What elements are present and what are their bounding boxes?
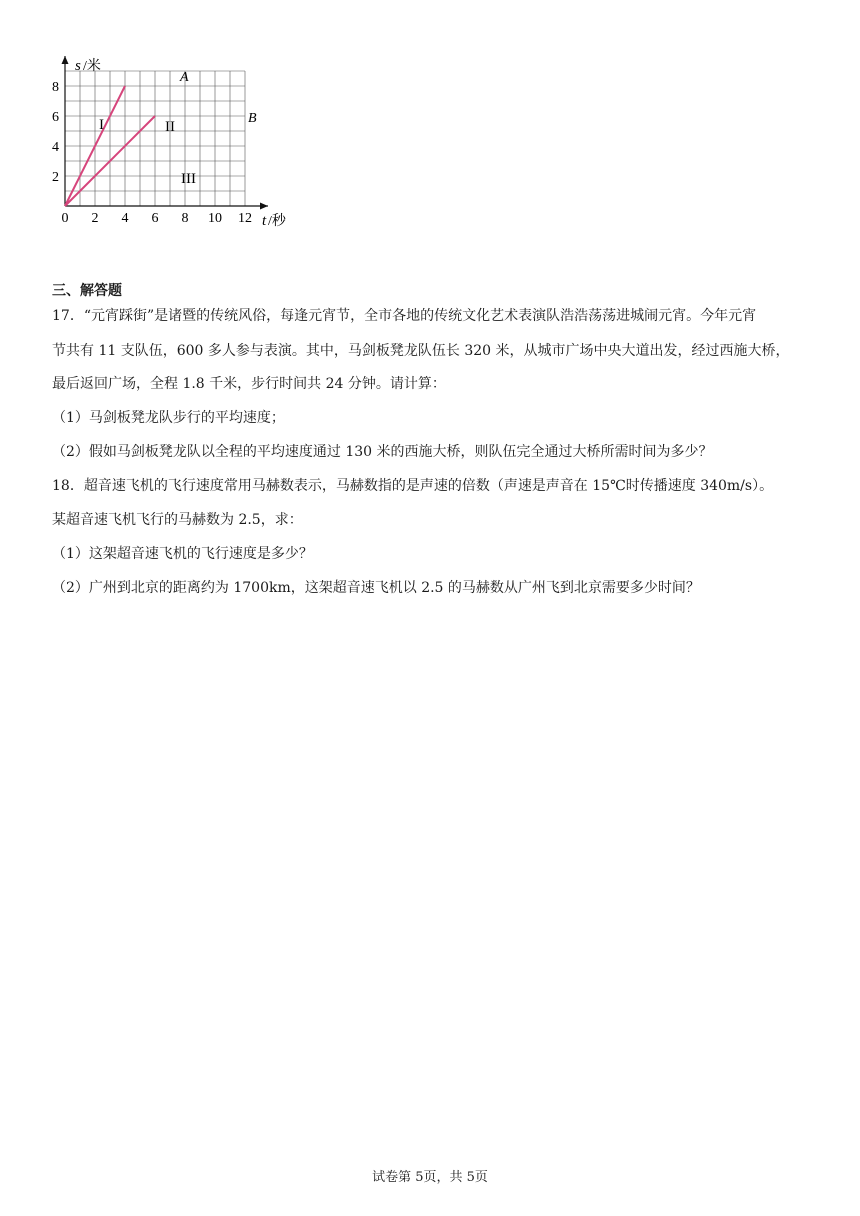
- q17-line-2: 节共有 11 支队伍，600 多人参与表演。其中，马剑板凳龙队伍长 320 米，从城市广场中央大道出发，经过西施大桥，: [52, 343, 790, 359]
- y-axis-label-unit: /米: [83, 59, 101, 74]
- x-tick-0: 0: [61, 211, 69, 226]
- x-tick-10: 10: [208, 211, 222, 226]
- line-a-label: A: [180, 70, 189, 85]
- y-axis-label-var: s: [75, 58, 81, 74]
- q17-line-1: 17．“元宵踩街”是诸暨的传统风俗，每逢元宵节，全市各地的传统文化艺术表演队浩浩荡荡进城闹元宵。今年元宵: [52, 308, 757, 324]
- page-footer: 试卷第 5页，共 5页: [372, 1170, 488, 1185]
- x-axis-arrow: [260, 203, 268, 210]
- q18-sub-2: （2）广州到北京的距离约为 1700km，这架超音速飞机以 2.5 的马赫数从广州飞到北京需要多少时间？: [52, 580, 700, 596]
- q17-line-3: 最后返回广场，全程 1.8 千米，步行时间共 24 分钟。请计算：: [52, 376, 446, 392]
- x-tick-8: 8: [181, 211, 189, 226]
- region-1-label: I: [99, 117, 104, 133]
- st-graph: [40, 48, 310, 238]
- x-axis-label-unit: /秒: [268, 214, 286, 229]
- x-tick-4: 4: [121, 211, 129, 226]
- line-b-label: B: [248, 111, 257, 126]
- y-tick-2: 2: [52, 170, 59, 185]
- q17-sub-1: （1）马剑板凳龙队步行的平均速度；: [52, 410, 285, 426]
- q17-sub-2: （2）假如马剑板凳龙队以全程的平均速度通过 130 米的西施大桥，则队伍完全通过大桥所需时间为多少？: [52, 444, 713, 460]
- x-axis-label-var: t: [262, 213, 267, 229]
- region-2-label: II: [165, 119, 175, 135]
- q18-line-2: 某超音速飞机飞行的马赫数为 2.5，求：: [52, 512, 303, 528]
- x-tick-2: 2: [91, 211, 99, 226]
- y-axis-arrow: [62, 56, 69, 64]
- q18-line-1: 18．超音速飞机的飞行速度常用马赫数表示，马赫数指的是声速的倍数（声速是声音在 15℃时传播速度 340m/s）。: [52, 478, 774, 494]
- x-tick-12: 12: [238, 211, 252, 226]
- section-title: 三、解答题: [52, 283, 122, 299]
- y-tick-4: 4: [52, 140, 59, 155]
- x-tick-6: 6: [151, 211, 159, 226]
- y-tick-8: 8: [52, 80, 59, 95]
- graph-grid: [65, 71, 245, 206]
- q18-sub-1: （1）这架超音速飞机的飞行速度是多少？: [52, 546, 313, 562]
- y-tick-6: 6: [52, 110, 59, 125]
- region-3-label: III: [181, 171, 196, 187]
